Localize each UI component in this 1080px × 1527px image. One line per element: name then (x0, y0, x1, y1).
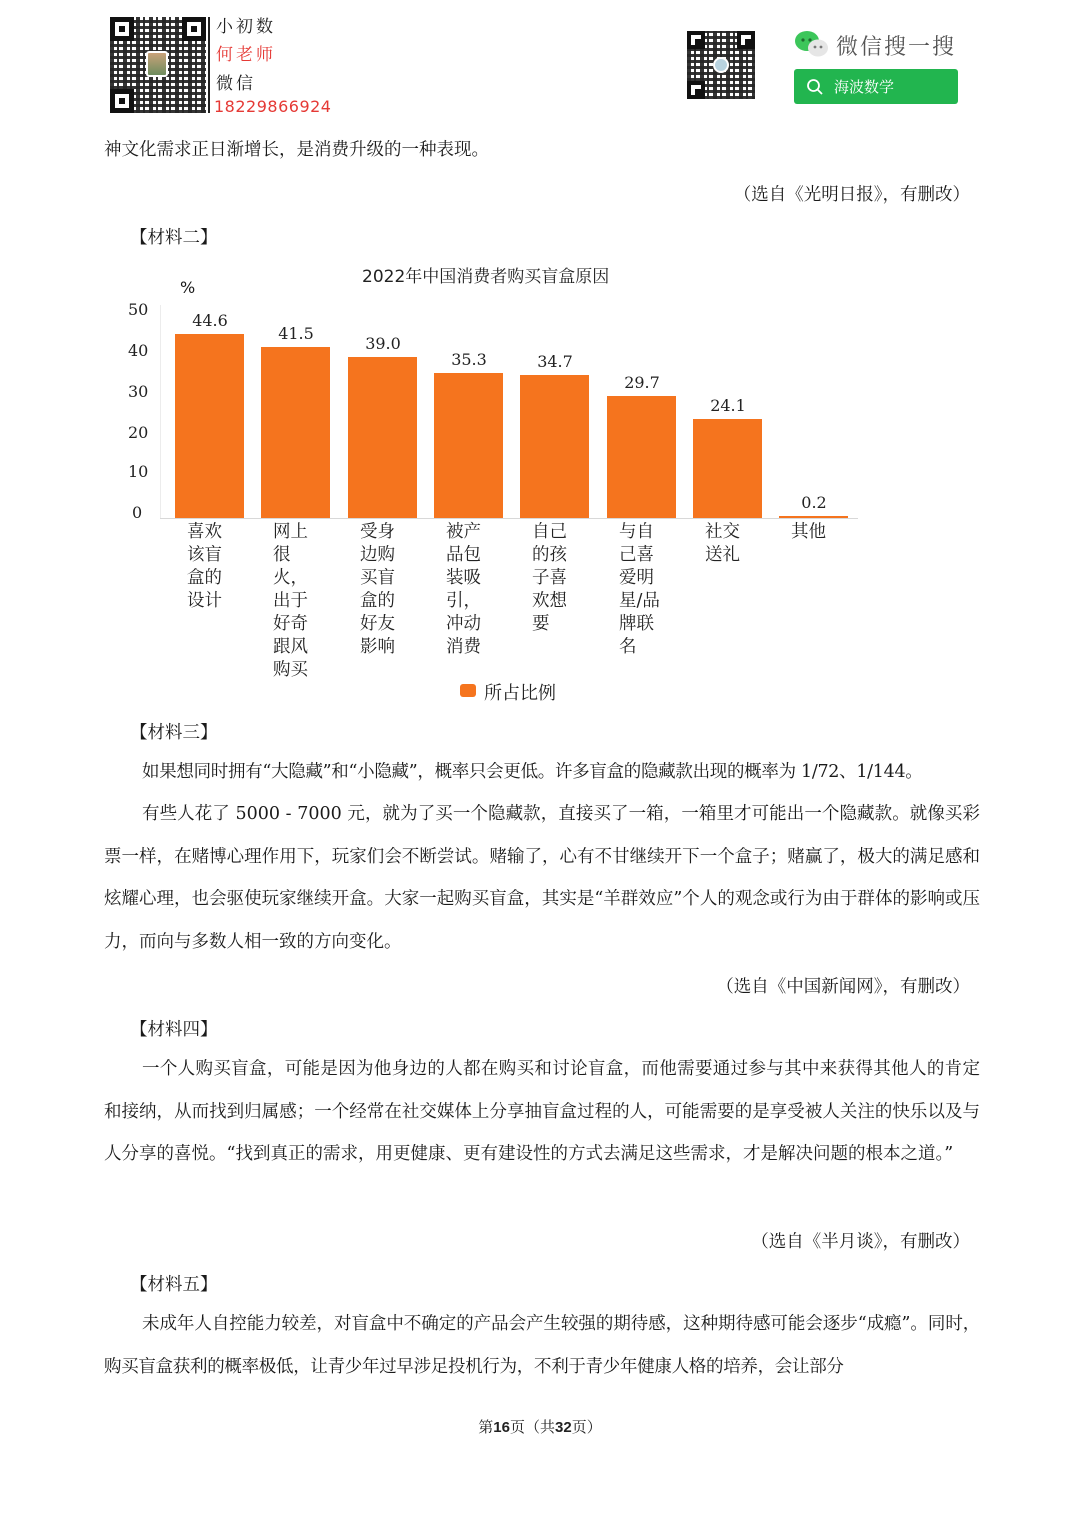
footer-suffix: 页） (571, 1418, 602, 1436)
footer-middle: 页（共 (509, 1418, 555, 1436)
bar-value-label: 29.7 (624, 372, 660, 392)
phone-number: 18229866924 (214, 97, 332, 116)
qr-code-right (687, 31, 755, 99)
legend-swatch (460, 684, 476, 697)
label-teacher: 何老师 (216, 45, 276, 65)
y-tick-50: 50 (128, 300, 149, 319)
footer-prefix: 第 (478, 1418, 494, 1436)
intro-paragraph: 神文化需求正日渐增长，是消费升级的一种表现。 (104, 140, 489, 160)
material3-heading: 【材料三】 (130, 723, 218, 743)
y-tick-0: 0 (132, 503, 143, 522)
bar-value-label: 39.0 (365, 334, 401, 354)
y-tick-20: 20 (128, 423, 149, 442)
material4-paragraph: 一个人购买盲盒，可能是因为他身边的人都在购买和讨论盲盒，而他需要通过参与其中来获得其他人的肯定和接纳，从而找到归属感；一个经常在社交媒体上分享抽盲盒过程的人，可能需要的是享受被人关注的快乐以及与人分享的喜悦。“找到真正的需求，用更健康、更有建设性的方式去满足这些需求，才是解决问题的根本之道。” (104, 1059, 980, 1164)
bar-value-label: 44.6 (192, 311, 228, 331)
page-footer (0, 1416, 1080, 1437)
chart-bar (434, 373, 503, 518)
page-total: 32 (555, 1419, 572, 1436)
chart-bar (175, 334, 244, 518)
x-category-label: 社交送礼 (705, 522, 740, 565)
x-category-label: 与自己喜爱明星/品牌联名 (619, 522, 660, 657)
y-tick-10: 10 (128, 462, 149, 481)
material4-heading: 【材料四】 (130, 1020, 218, 1040)
material3-source: （选自《中国新闻网》，有删改） (716, 977, 970, 997)
chart-bar (693, 419, 762, 518)
material5-paragraph: 未成年人自控能力较差，对盲盒中不确定的产品会产生较强的期待感，这种期待感可能会逐步“成瘾”。同时，购买盲盒获利的概率极低，让青少年过早涉足投机行为，不利于青少年健康人格的培养，会让部分 (104, 1314, 980, 1377)
x-category-label: 网上很火，出于好奇跟风购买 (273, 522, 308, 680)
chart-bar (607, 396, 676, 518)
bar-value-label: 35.3 (451, 349, 487, 369)
wechat-search-button[interactable] (794, 69, 958, 104)
bar-value-label: 34.7 (537, 352, 573, 372)
x-category-label: 自己的孩子喜欢想要 (532, 522, 567, 634)
wechat-search-label: 微信搜一搜 (836, 35, 957, 60)
search-icon (806, 78, 824, 96)
chart-bar (261, 347, 330, 518)
material2-heading: 【材料二】 (130, 228, 218, 248)
material3-paragraph-2: 有些人花了 5000 - 7000 元，就为了买一个隐藏款，直接买了一箱，一箱里才可能出一个隐藏款。就像买彩票一样，在赌博心理作用下，玩家们会不断尝试。赌输了，心有不甘继续开下一个盒子；赌赢了，极大的满足感和炫耀心理，也会驱使玩家继续开盒。大家一起购买盲盒，其实是“羊群效应”个人的观念或行为由于群体的影响或压力，而向与多数人相一致的方向变化。 (104, 804, 980, 952)
chart-title: 2022年中国消费者购买盲盒原因 (362, 267, 610, 287)
legend-label: 所占比例 (484, 683, 556, 704)
y-tick-40: 40 (128, 341, 149, 360)
bar-value-label: 0.2 (801, 493, 827, 512)
bar-value-label: 41.5 (278, 324, 314, 344)
bar-value-label: 24.1 (710, 395, 746, 415)
qr-divider (208, 17, 210, 113)
material4-source: （选自《半月谈》，有删改） (751, 1232, 970, 1252)
x-category-label: 喜欢该盲盒的设计 (187, 522, 222, 611)
intro-source: （选自《光明日报》，有删改） (733, 185, 970, 205)
page-number: 16 (493, 1419, 510, 1436)
y-axis-line (160, 305, 161, 518)
label-xiaochushu: 小初数 (216, 17, 276, 37)
y-axis-unit: % (180, 278, 196, 297)
x-category-label: 受身边购买盲盒的好友影响 (360, 522, 395, 657)
y-tick-30: 30 (128, 382, 149, 401)
chart-bar (348, 357, 417, 518)
chart-bar (520, 375, 589, 518)
x-axis-line (160, 518, 858, 519)
material5-heading: 【材料五】 (130, 1275, 218, 1295)
search-button-label: 海波数学 (834, 78, 895, 96)
label-wechat: 微信 (216, 74, 256, 94)
material3-paragraph-1: 如果想同时拥有“大隐藏”和“小隐藏”，概率只会更低。许多盲盒的隐藏款出现的概率为 1/72、1/144。 (142, 762, 923, 782)
x-category-label: 其他 (791, 522, 826, 542)
wechat-logo-icon (794, 30, 830, 58)
qr-code-left (110, 17, 206, 113)
qr-center-logo (713, 57, 729, 73)
avatar (146, 51, 168, 77)
x-category-label: 被产品包装吸引，冲动消费 (446, 522, 481, 657)
